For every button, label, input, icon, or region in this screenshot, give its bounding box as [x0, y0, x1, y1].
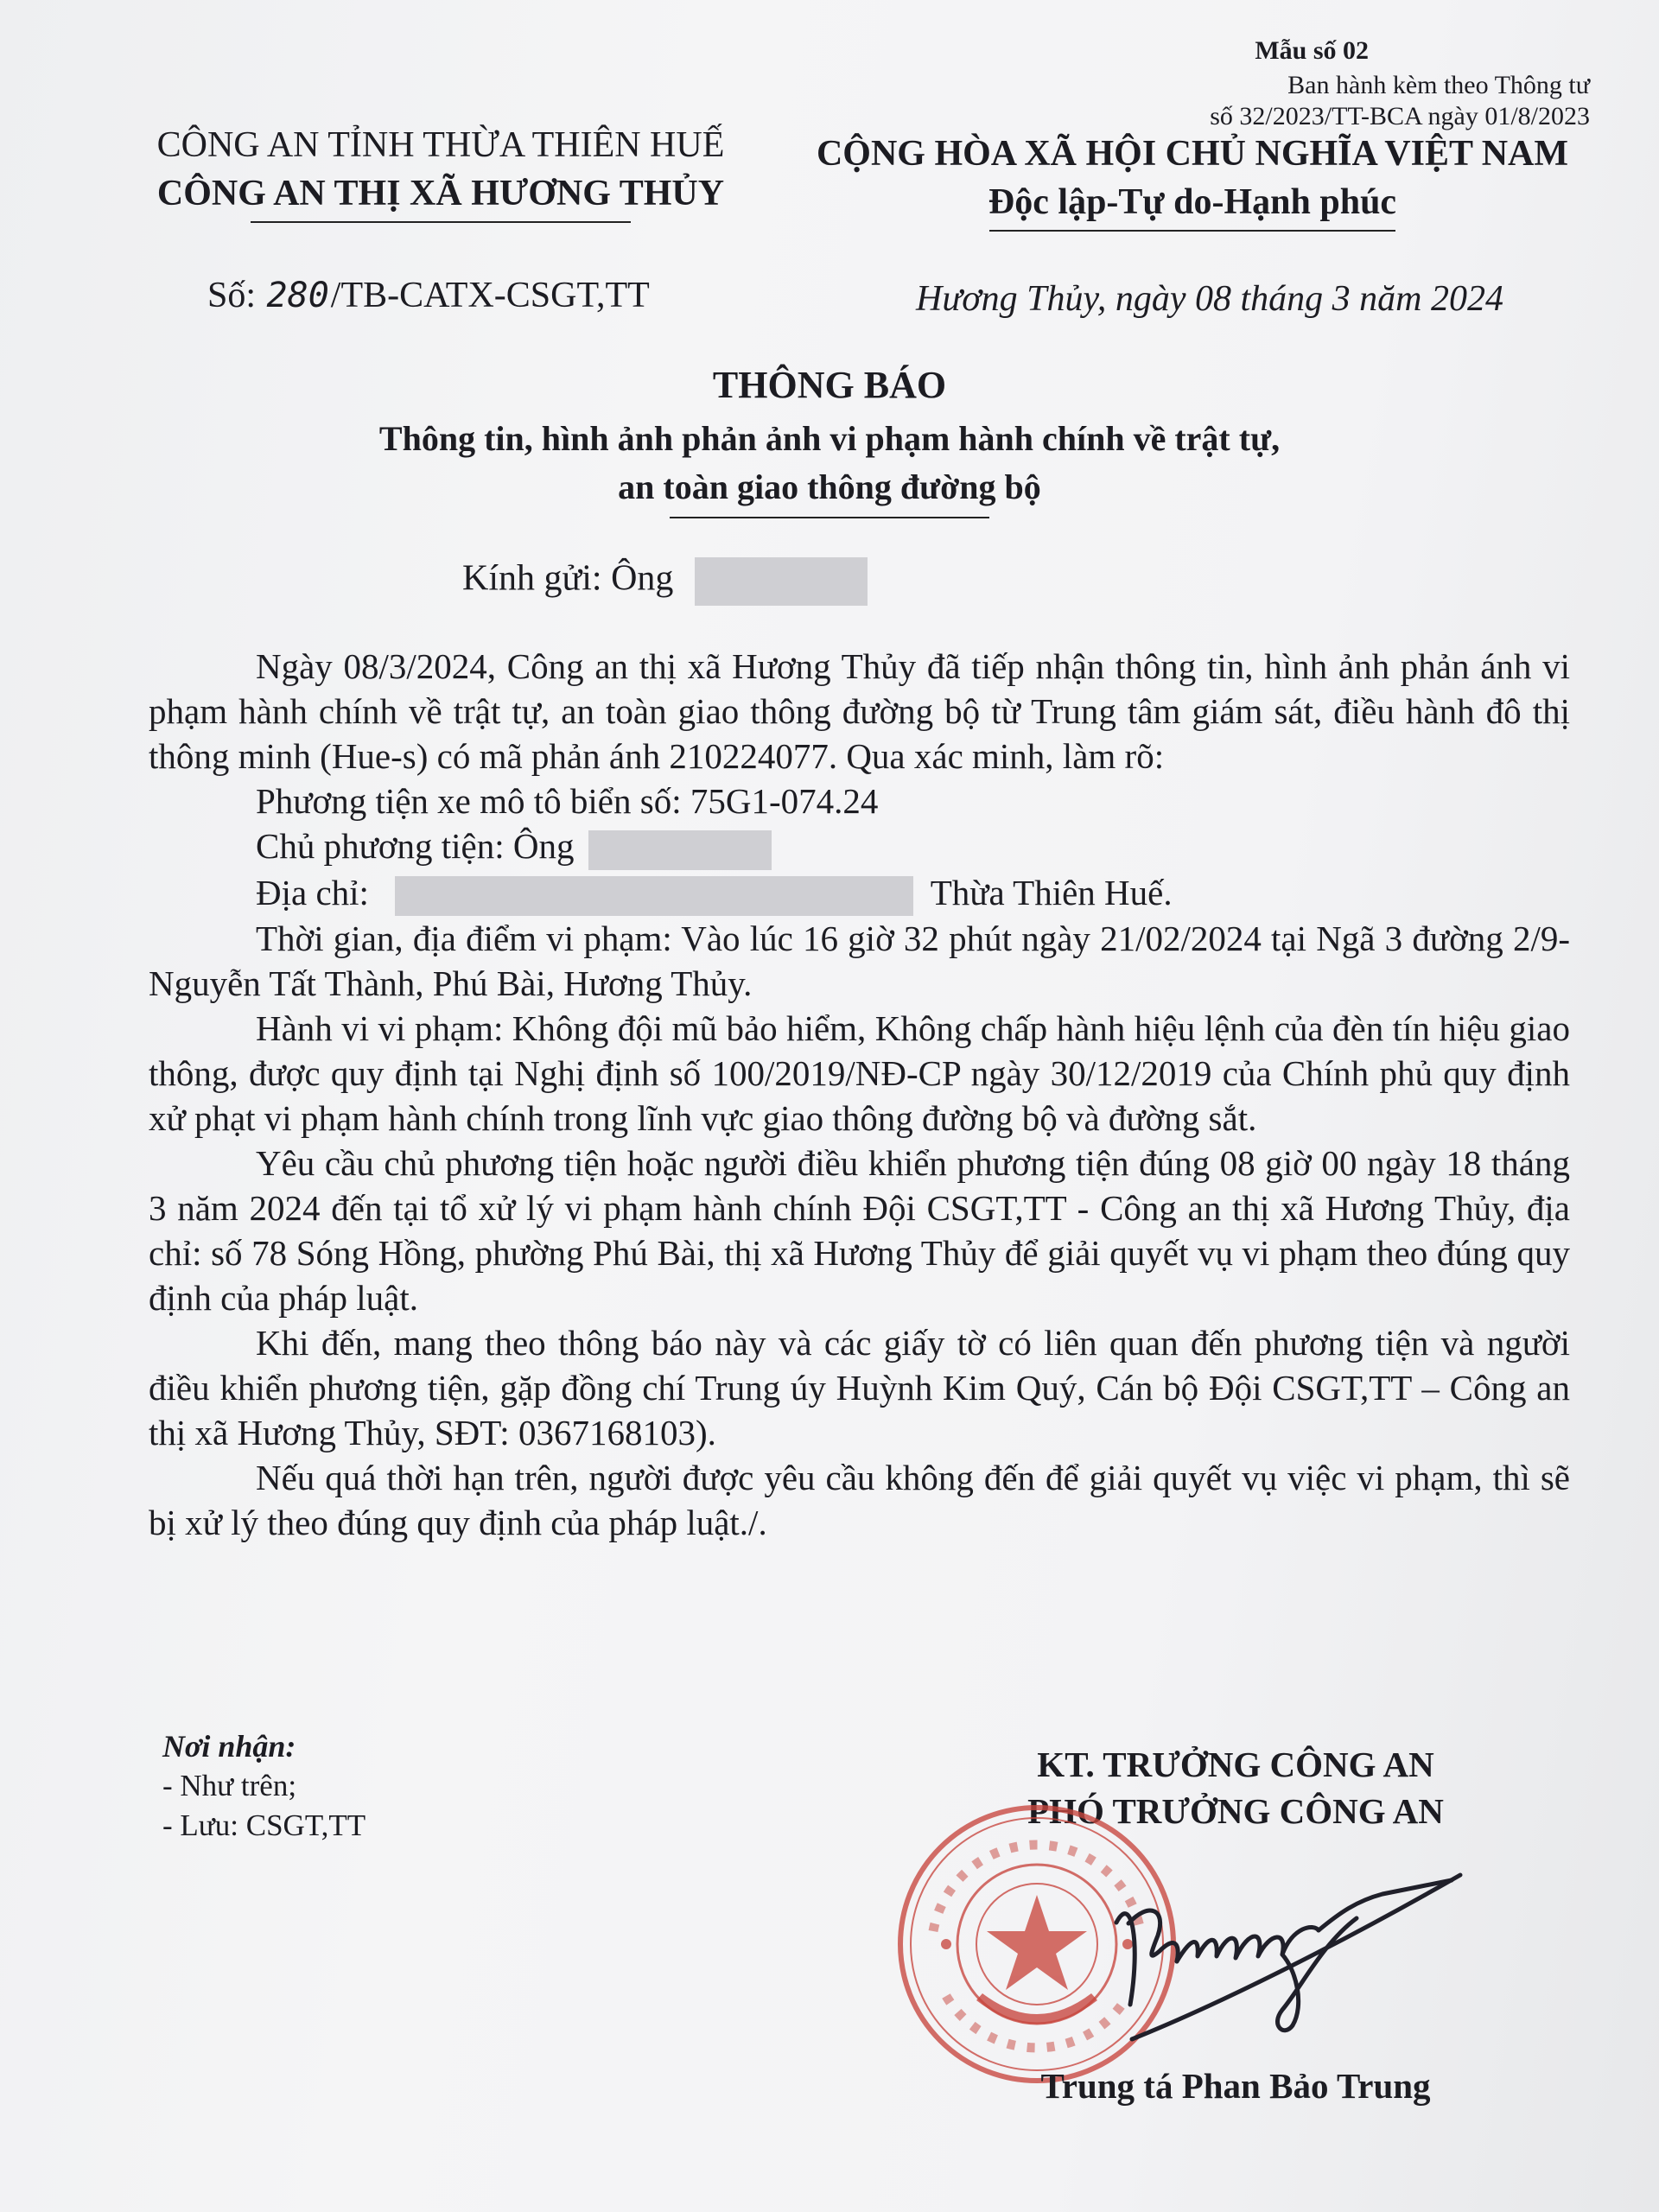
- owner-line: [149, 823, 1570, 870]
- paragraph-warning: Nếu quá thời hạn trên, người được yêu cầu không đến để giải quyết vụ việc vi phạm, thì sẽ bị xử lý theo đúng quy định của pháp luật./.: [149, 1458, 1570, 1543]
- doc-number-suffix: /TB-CATX-CSGT,TT: [330, 276, 650, 315]
- address-label: Địa chỉ:: [256, 872, 369, 912]
- form-number: Mẫu số 02: [1255, 36, 1369, 65]
- document-number: [207, 275, 650, 316]
- paragraph-time-place: Thời gian, địa điểm vi phạm: Vào lúc 16 giờ 32 phút ngày 21/02/2024 tại Ngã 3 đường 2/9- Nguyễn Tất Thành, Phú Bài, Hương Thủy.: [149, 918, 1570, 1004]
- signer-name: Trung tá Phan Bảo Trung: [1040, 2066, 1431, 2106]
- greeting-label: Kính gửi: Ông: [462, 558, 674, 599]
- agency-unit: CÔNG AN THỊ XÃ HƯƠNG THỦY: [156, 174, 725, 213]
- nation-name: CỘNG HÒA XÃ HỘI CHỦ NGHĨA VIỆT NAM: [816, 134, 1569, 174]
- national-header: [804, 130, 1581, 232]
- subtitle-line1: Thông tin, hình ảnh phản ảnh vi phạm hành chính về trật tự,: [378, 419, 1281, 458]
- signature-line2: PHÓ TRƯỞNG CÔNG AN: [1027, 1791, 1444, 1831]
- agency-header: [130, 121, 752, 223]
- document-title: THÔNG BÁO: [712, 364, 947, 406]
- paragraph-request: Yêu cầu chủ phương tiện hoặc người điều khiển phương tiện đúng 08 giờ 00 ngày 18 tháng 3 năm 2024 đến tại tổ xử lý vi phạm hành chính Đội CSGT,TT - Công an thị xã Hương Thủy, địa chỉ: số 78 Sóng Hồng, phường Phú Bài, thị xã Hương Thủy để giải quyết vụ vi phạm theo đúng quy định của pháp luật.: [149, 1143, 1570, 1319]
- owner-label: Chủ phương tiện: Ông: [256, 826, 575, 866]
- recipients-heading: Nơi nhận:: [162, 1729, 296, 1764]
- redacted-owner-name: [588, 830, 772, 870]
- subtitle-line2: an toàn giao thông đường bộ: [618, 467, 1041, 506]
- doc-number-handwritten: 280: [266, 276, 329, 315]
- handwritten-signature: [1097, 1840, 1478, 2048]
- vehicle-line: Phương tiện xe mô tô biển số: 75G1-074.24: [256, 781, 879, 821]
- paragraph-intro: Ngày 08/3/2024, Công an thị xã Hương Thủy đã tiếp nhận thông tin, hình ảnh phản ánh vi phạm hành chính về trật tự, an toàn giao thông đường bộ từ Trung tâm giám sát, điều hành đô thị thông minh (Hue-s) có mã phản ánh 210224077. Qua xác minh, làm rõ:: [149, 646, 1570, 776]
- form-issued-line1: Ban hành kèm theo Thông tư: [1287, 71, 1590, 99]
- recipient-item: - Lưu: CSGT,TT: [162, 1808, 366, 1842]
- form-number-block: [1175, 36, 1590, 131]
- place-date: Hương Thủy, ngày 08 tháng 3 năm 2024: [916, 279, 1503, 319]
- document-subtitle: [0, 415, 1659, 518]
- agency-underline: [251, 221, 631, 223]
- agency-parent: CÔNG AN TỈNH THỪA THIÊN HUẾ: [156, 125, 725, 165]
- form-issued-line2: số 32/2023/TT-BCA ngày 01/8/2023: [1210, 102, 1590, 130]
- doc-number-prefix: Số:: [207, 276, 257, 315]
- paragraph-documents: Khi đến, mang theo thông báo này và các giấy tờ có liên quan đến phương tiện và người điều khiển phương tiện, gặp đồng chí Trung úy Huỳnh Kim Quý, Cán bộ Đội CSGT,TT – Công an thị xã Hương Thủy, SĐT: 0367168103).: [149, 1323, 1570, 1453]
- redacted-recipient-name: [695, 557, 868, 606]
- paragraph-violation: Hành vi vi phạm: Không đội mũ bảo hiểm, Không chấp hành hiệu lệnh của đèn tín hiệu giao thông, được quy định tại Nghị định số 100/2019/NĐ-CP ngày 30/12/2019 của Chính phủ quy định xử phạt vi phạm hành chính trong lĩnh vực giao thông đường bộ và đường sắt.: [149, 1008, 1570, 1139]
- motto-underline: [989, 230, 1395, 232]
- address-tail: Thừa Thiên Huế.: [930, 872, 1173, 912]
- nation-motto: Độc lập-Tự do-Hạnh phúc: [988, 182, 1397, 222]
- address-line: [149, 870, 1570, 917]
- recipient-item: - Như trên;: [162, 1769, 297, 1802]
- recipients-block: [162, 1726, 365, 1846]
- signature-line1: KT. TRƯỞNG CÔNG AN: [1037, 1745, 1434, 1784]
- subtitle-underline: [670, 517, 989, 518]
- greeting: [462, 557, 868, 606]
- document-body: [149, 644, 1570, 1545]
- redacted-address: [395, 876, 913, 916]
